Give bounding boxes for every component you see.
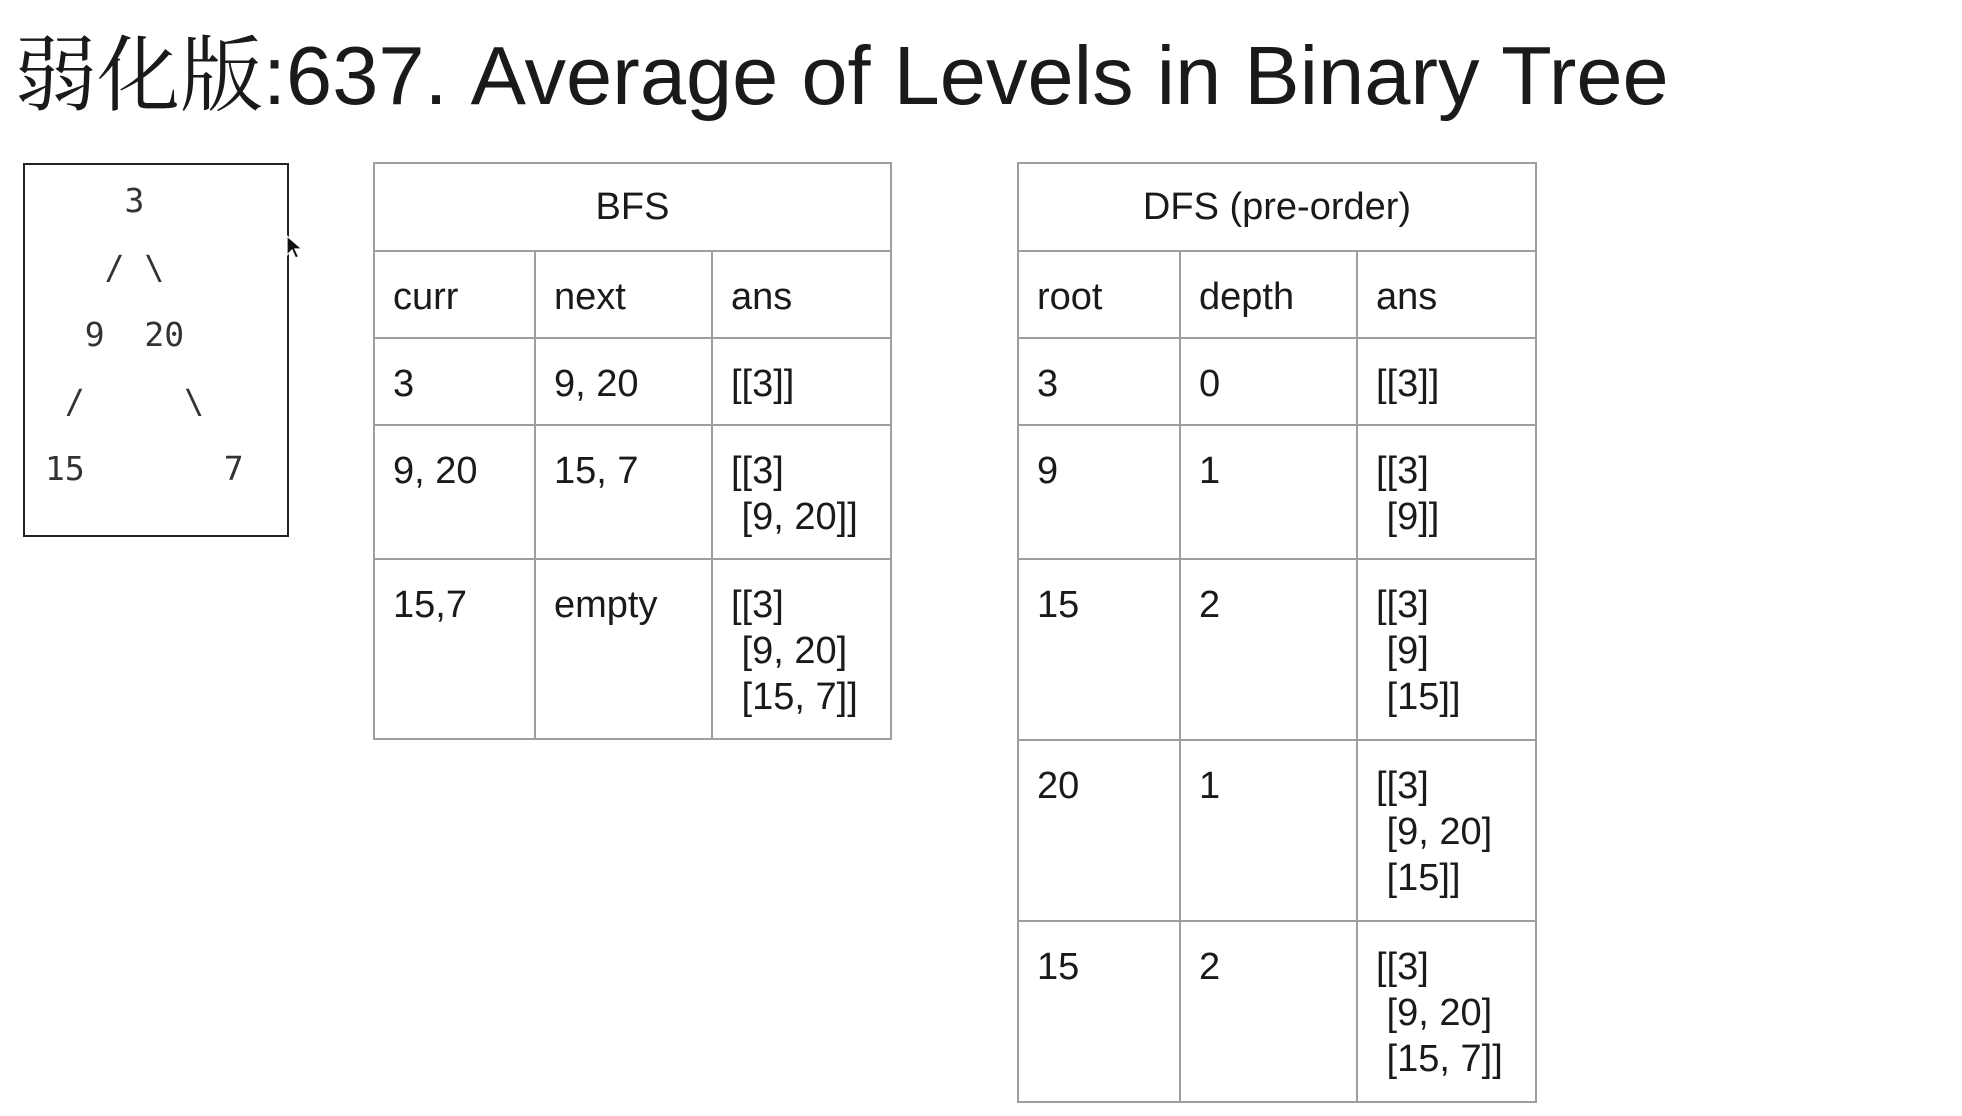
ans-line: [[3] — [731, 584, 784, 626]
table-row — [374, 338, 891, 425]
tree-line: / \ — [45, 248, 165, 287]
ans-line: [[3] — [1376, 450, 1429, 492]
tree-line: 15 7 — [45, 449, 244, 488]
ans-line: [[3]] — [731, 363, 795, 405]
column-header: depth — [1180, 251, 1357, 338]
ans-line: [15]] — [1376, 857, 1461, 899]
curr-cell: 15,7 — [374, 559, 535, 739]
curr-cell: 9, 20 — [374, 425, 535, 559]
tree-line: 9 20 — [45, 315, 185, 354]
page-title: 弱化版:637. Average of Levels in Binary Tree — [14, 29, 1669, 122]
ans-cell — [1357, 921, 1536, 1102]
depth-cell: 2 — [1180, 559, 1357, 740]
root-cell: 15 — [1018, 921, 1180, 1102]
bfs-table — [373, 162, 892, 740]
table-row — [1018, 425, 1536, 559]
root-cell: 15 — [1018, 559, 1180, 740]
column-header: next — [535, 251, 712, 338]
tree-line: 3 — [45, 181, 145, 220]
root-cell: 3 — [1018, 338, 1180, 425]
next-cell: 15, 7 — [535, 425, 712, 559]
ans-line: [9, 20] — [731, 630, 848, 672]
ans-line: [15]] — [1376, 676, 1461, 718]
column-header: curr — [374, 251, 535, 338]
table-row — [1018, 338, 1536, 425]
column-header: ans — [712, 251, 891, 338]
ans-line: [9] — [1376, 630, 1429, 672]
ans-line: [9]] — [1376, 496, 1440, 538]
column-header: root — [1018, 251, 1180, 338]
ans-line: [[3] — [731, 450, 784, 492]
ans-line: [9, 20] — [1376, 811, 1493, 853]
table-row — [374, 425, 891, 559]
ans-line: [[3]] — [1376, 363, 1440, 405]
dfs-table — [1017, 162, 1537, 1103]
ans-line: [[3] — [1376, 584, 1429, 626]
table-row — [374, 559, 891, 739]
depth-cell: 1 — [1180, 425, 1357, 559]
root-cell: 20 — [1018, 740, 1180, 921]
ans-line: [9, 20]] — [731, 496, 858, 538]
depth-cell: 2 — [1180, 921, 1357, 1102]
ans-cell — [1357, 740, 1536, 921]
dfs-table-title: DFS (pre-order) — [1018, 163, 1536, 251]
binary-tree-diagram — [23, 163, 289, 537]
ans-line: [9, 20] — [1376, 992, 1493, 1034]
ans-line: [15, 7]] — [731, 676, 858, 718]
depth-cell: 1 — [1180, 740, 1357, 921]
table-row — [1018, 740, 1536, 921]
ans-line: [[3] — [1376, 765, 1429, 807]
curr-cell: 3 — [374, 338, 535, 425]
table-row — [1018, 921, 1536, 1102]
bfs-table-title: BFS — [374, 163, 891, 251]
table-row — [1018, 559, 1536, 740]
next-cell: empty — [535, 559, 712, 739]
ans-cell — [712, 559, 891, 739]
ans-line: [[3] — [1376, 946, 1429, 988]
depth-cell: 0 — [1180, 338, 1357, 425]
ans-line: [15, 7]] — [1376, 1038, 1503, 1080]
ans-cell — [712, 425, 891, 559]
column-header: ans — [1357, 251, 1536, 338]
ans-cell — [712, 338, 891, 425]
tree-line: / \ — [45, 382, 204, 421]
ans-cell — [1357, 338, 1536, 425]
ans-cell — [1357, 425, 1536, 559]
ans-cell — [1357, 559, 1536, 740]
root-cell: 9 — [1018, 425, 1180, 559]
next-cell: 9, 20 — [535, 338, 712, 425]
